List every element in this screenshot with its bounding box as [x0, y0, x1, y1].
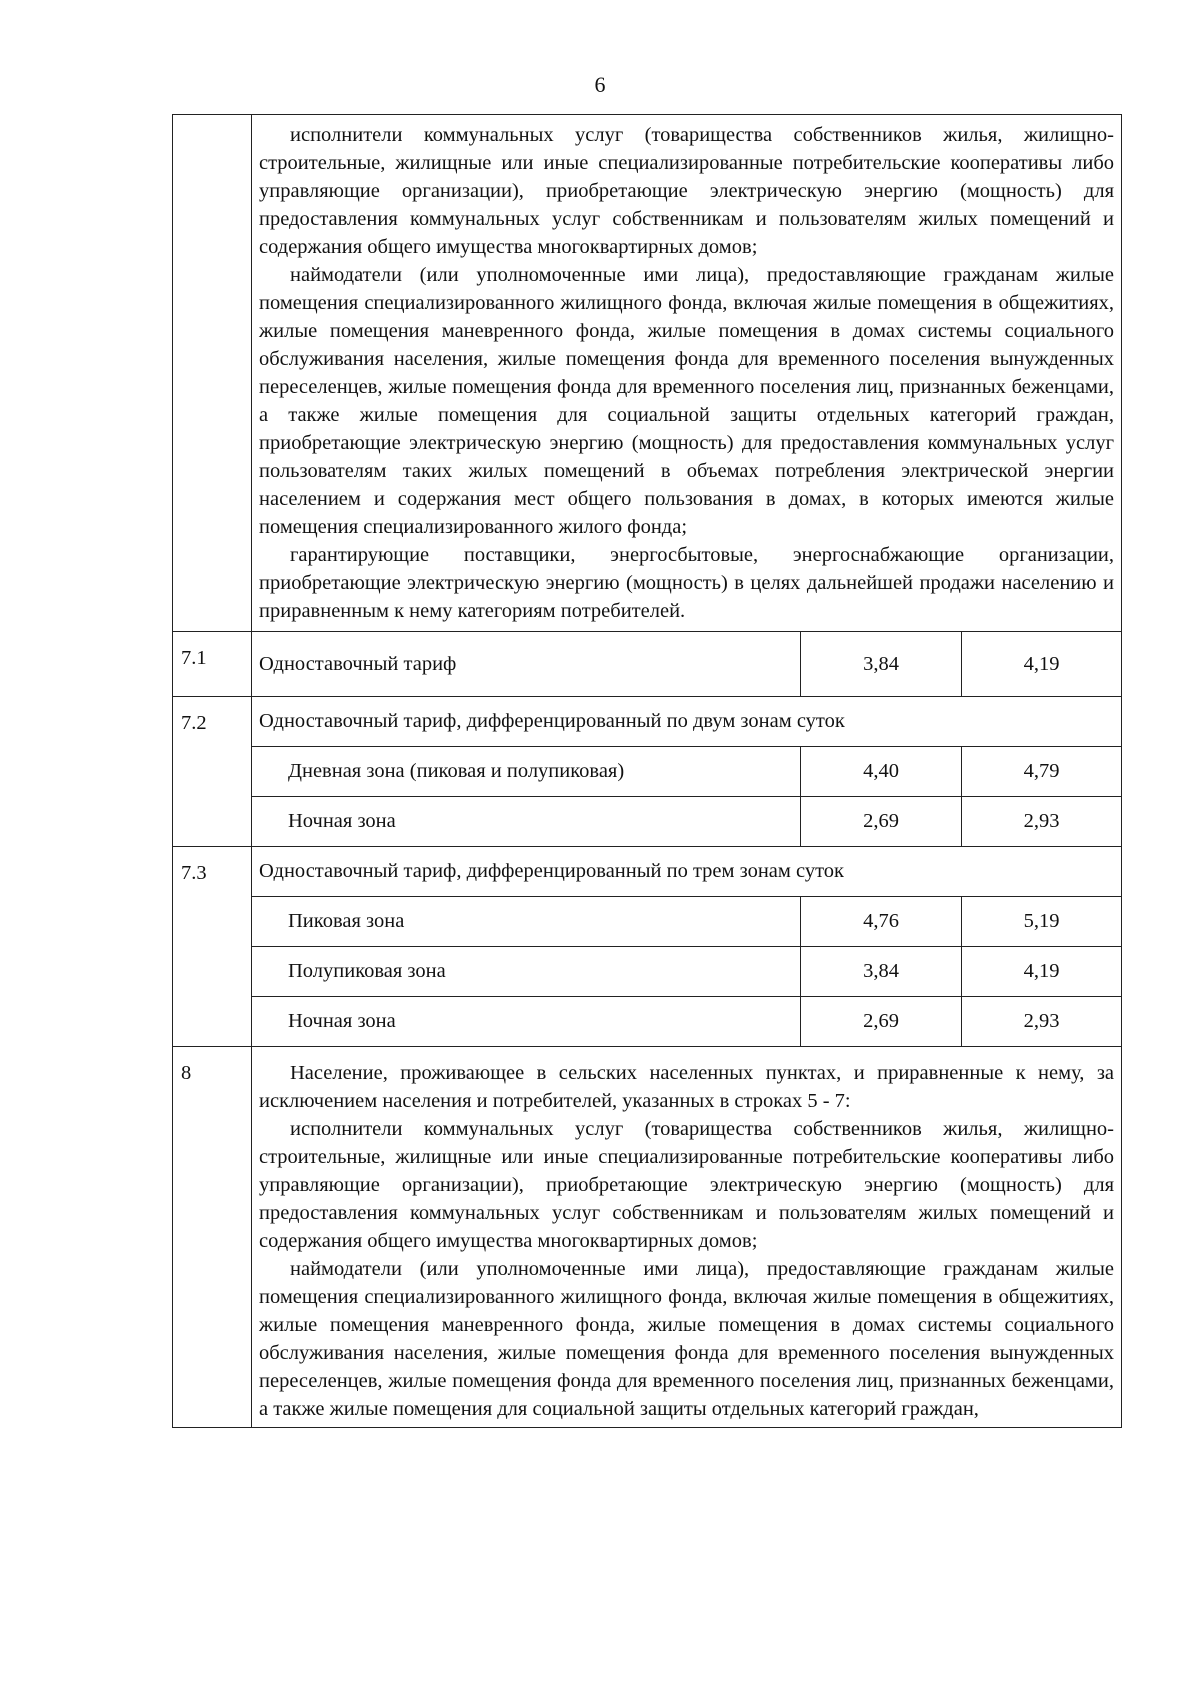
- row-tariff-name: Одноставочный тариф, дифференцированный по трем зонам суток: [252, 847, 1122, 897]
- row-number: 8: [173, 1047, 252, 1428]
- zone-value-second-half: 2,93: [962, 997, 1122, 1047]
- row-tariff-name: Одноставочный тариф: [252, 632, 801, 697]
- section-8-paragraph: исполнители коммунальных услуг (товарищества собственников жилья, жилищно-строительные, жилищные или иные специализированные потребительские кооперативы либо управляющие организации), приобретающие электрическую энергию (мощность) для предоставления коммунальных услуг собственникам и пользователям жилых помещений и содержания общего имущества многоквартирных домов;: [259, 1118, 1115, 1252]
- table-row-7-3-zone: [173, 897, 1122, 947]
- section-8-paragraph: наймодатели (или уполномоченные ими лица), предоставляющие гражданам жилые помещения специализированного жилищного фонда, включая жилые помещения в общежитиях, жилые помещения маневренного фонда, жилые помещения в домах системы социального обслуживания населения, жилые помещения фонда для временного поселения вынужденных переселенцев, жилые помещения фонда для временного поселения лиц, признанных беженцами, а также жилые помещения для социальной защиты отдельных категорий граждан,: [259, 1258, 1115, 1420]
- section-7-paragraph: гарантирующие поставщики, энергосбытовые, энергоснабжающие организации, приобретающие электрическую энергию (мощность) в целях дальнейшей продажи населению и приравненным к нему категориям потребителей.: [259, 544, 1115, 622]
- table-row-7-2-zone: [173, 797, 1122, 847]
- row-tariff-name: Одноставочный тариф, дифференцированный по двум зонам суток: [252, 697, 1122, 747]
- section-7-intro-text: [252, 115, 1122, 632]
- table-row-7-3-zone: [173, 947, 1122, 997]
- zone-name: Пиковая зона: [252, 897, 801, 947]
- zone-value-first-half: 4,40: [801, 747, 962, 797]
- zone-name: Дневная зона (пиковая и полупиковая): [252, 747, 801, 797]
- table-row-8: [173, 1047, 1122, 1428]
- zone-value-first-half: 2,69: [801, 797, 962, 847]
- section-7-intro-row: [173, 115, 1122, 632]
- section-7-intro-num-cell: [173, 115, 252, 632]
- zone-value-first-half: 4,76: [801, 897, 962, 947]
- table-row-7-2-header: [173, 697, 1122, 747]
- table-row-7-1: [173, 632, 1122, 697]
- section-7-paragraph: наймодатели (или уполномоченные ими лица), предоставляющие гражданам жилые помещения специализированного жилищного фонда, включая жилые помещения в общежитиях, жилые помещения маневренного фонда, жилые помещения в домах системы социального обслуживания населения, жилые помещения фонда для временного поселения вынужденных переселенцев, жилые помещения фонда для временного поселения лиц, признанных беженцами, а также жилые помещения для социальной защиты отдельных категорий граждан, приобретающие электрическую энергию (мощность) для предоставления коммунальных услуг пользователям таких жилых помещений в объемах потребления электрической энергии населением и содержания мест общего пользования в домах, в которых имеются жилые помещения специализированного жилого фонда;: [259, 264, 1115, 538]
- zone-name: Ночная зона: [252, 797, 801, 847]
- section-7-paragraph: исполнители коммунальных услуг (товарищества собственников жилья, жилищно-строительные, жилищные или иные специализированные потребительские кооперативы либо управляющие организации), приобретающие электрическую энергию (мощность) для предоставления коммунальных услуг собственникам и пользователям жилых помещений и содержания общего имущества многоквартирных домов;: [259, 124, 1115, 258]
- row-number: 7.2: [173, 697, 252, 847]
- zone-value-first-half: 2,69: [801, 997, 962, 1047]
- table-row-7-2-zone: [173, 747, 1122, 797]
- zone-value-first-half: 3,84: [801, 947, 962, 997]
- zone-name: Ночная зона: [252, 997, 801, 1047]
- zone-value-second-half: 2,93: [962, 797, 1122, 847]
- section-8-text: [252, 1047, 1122, 1428]
- row-number: 7.1: [173, 632, 252, 697]
- tariff-table: [172, 114, 1122, 1428]
- table-row-7-3-zone: [173, 997, 1122, 1047]
- row-value-first-half: 3,84: [801, 632, 962, 697]
- row-value-second-half: 4,19: [962, 632, 1122, 697]
- table-row-7-3-header: [173, 847, 1122, 897]
- row-number: 7.3: [173, 847, 252, 1047]
- page-number: 6: [594, 72, 606, 97]
- section-8-paragraph: Население, проживающее в сельских населенных пунктах, и приравненные к нему, за исключением населения и потребителей, указанных в строках 5 - 7:: [259, 1062, 1115, 1112]
- zone-value-second-half: 5,19: [962, 897, 1122, 947]
- zone-value-second-half: 4,19: [962, 947, 1122, 997]
- zone-name: Полупиковая зона: [252, 947, 801, 997]
- zone-value-second-half: 4,79: [962, 747, 1122, 797]
